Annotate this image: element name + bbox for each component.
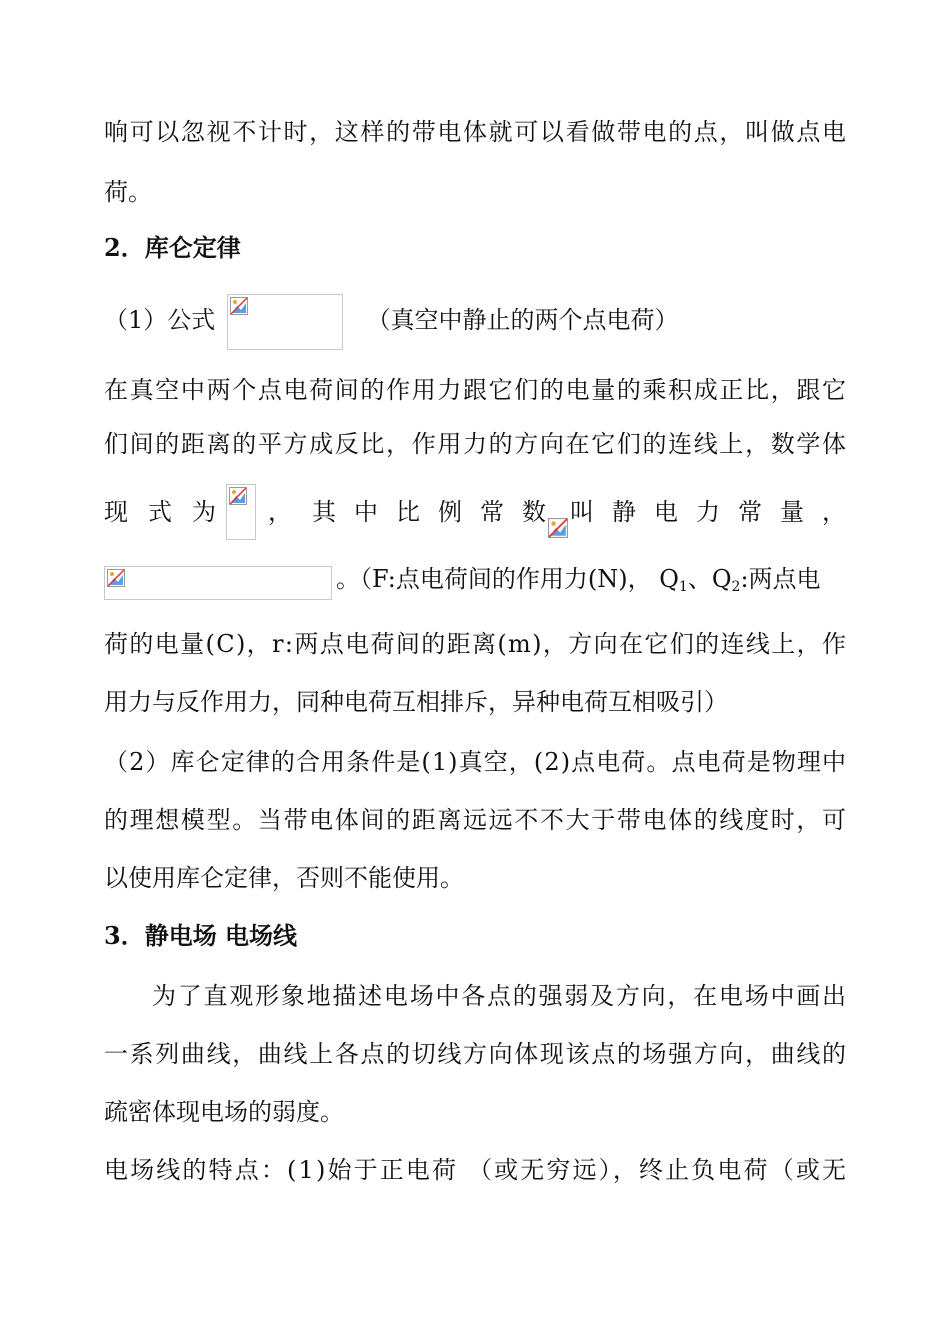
text: ， — [268, 498, 292, 526]
text: （1）公式 — [104, 306, 216, 334]
text: 数 — [522, 498, 546, 526]
text: 现 — [104, 498, 128, 526]
broken-image-icon — [230, 297, 248, 315]
text: 响可以忽视不计时，这样的带电体就可以看做带电的点，叫做点电 — [104, 118, 848, 146]
text-line — [104, 172, 846, 212]
formula-image — [227, 294, 343, 350]
text: 用力与反作用力，同种电荷互相排斥，异种电荷互相吸引） — [104, 688, 728, 716]
text: 。（F:点电荷间的作用力(N)， $Q_1$、$Q_2$:两点电 — [336, 565, 821, 595]
text-line — [104, 1150, 849, 1190]
text: 常 — [738, 498, 762, 526]
text-line — [104, 1092, 846, 1132]
text: 中 — [354, 498, 378, 526]
section-heading: 3．静电场 电场线 — [104, 921, 298, 950]
text-line — [104, 800, 846, 840]
constant-image — [548, 502, 568, 522]
section-heading: 2．库仑定律 — [104, 233, 241, 262]
text: 荷。 — [104, 178, 152, 206]
text-line — [104, 112, 846, 152]
text-line — [104, 976, 846, 1016]
text-line — [104, 858, 846, 898]
text-line — [104, 742, 846, 782]
formula-line — [104, 292, 846, 348]
spaced-text-line — [104, 484, 846, 540]
text: （2）库仑定律的合用条件是(1)真空，(2)点电荷。点电荷是物理中 — [104, 748, 848, 776]
text: 静 — [612, 498, 636, 526]
formula-image — [226, 484, 256, 540]
text-line — [104, 566, 846, 600]
text: 以使用库仑定律，否则不能使用。 — [104, 864, 464, 892]
text: 们间的距离的平方成反比，作用力的方向在它们的连线上，数学体 — [104, 430, 848, 458]
text: 的理想模型。当带电体间的距离远远不不大于带电体的线度时，可 — [104, 806, 848, 834]
broken-image-icon — [107, 569, 125, 587]
text: ， — [822, 498, 846, 526]
text: 为了直观形象地描述电场中各点的强弱及方向，在电场中画出 — [152, 982, 848, 1010]
broken-image-icon — [229, 487, 247, 505]
text: 式 — [148, 498, 172, 526]
text: 一系列曲线，曲线上各点的切线方向体现该点的场强方向，曲线的 — [104, 1040, 848, 1068]
text: 叫 — [570, 498, 594, 526]
text: 电场线的特点：(1)始于正电荷 （或无穷远），终止负电荷（或无 — [104, 1156, 849, 1184]
text: 为 — [192, 498, 216, 526]
text: 荷的电量(C)，r:两点电荷间的距离(m)，方向在它们的连线上，作 — [104, 630, 848, 658]
text-line — [104, 682, 846, 722]
broken-image-icon — [548, 518, 568, 538]
text-line — [104, 424, 846, 464]
text-line — [104, 1034, 846, 1074]
text: 电 — [654, 498, 678, 526]
text: 量 — [780, 498, 804, 526]
text: 力 — [696, 498, 720, 526]
text: 比 — [396, 498, 420, 526]
text: 常 — [480, 498, 504, 526]
value-image — [104, 566, 332, 600]
text: 例 — [438, 498, 462, 526]
text-line — [104, 624, 846, 664]
text: 在真空中两个点电荷间的作用力跟它们的电量的乘积成正比，跟它 — [104, 376, 848, 404]
text: 疏密体现电场的弱度。 — [104, 1098, 344, 1126]
text: （真空中静止的两个点电荷） — [366, 306, 679, 334]
text: 其 — [312, 498, 336, 526]
text-line — [104, 370, 846, 410]
